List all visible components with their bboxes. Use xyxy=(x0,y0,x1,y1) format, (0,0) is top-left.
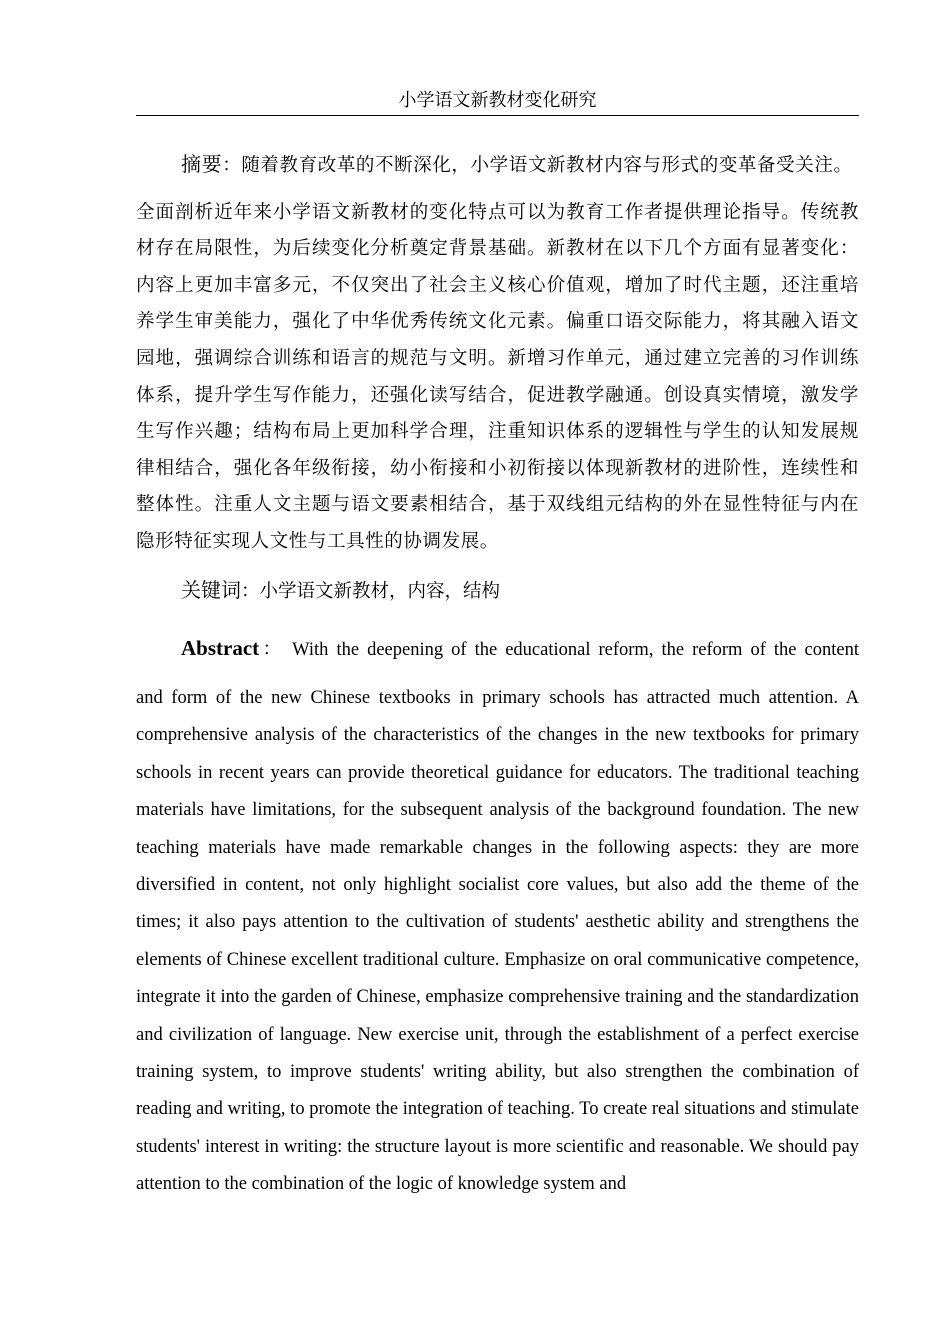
abstract-chinese-separator: ： xyxy=(222,155,242,176)
keywords-separator: ： xyxy=(241,580,260,602)
abstract-chinese-first-line xyxy=(136,146,859,185)
abstract-english xyxy=(136,630,859,1204)
abstract-english-body: and form of the new Chinese textbooks in primary schools has attracted much attention. A comprehensive analysis of the characteristics of the changes in the new textbooks for primary schools in recent years can provide theoretical guidance for educators. The traditional teaching materials have limitations, for the subsequent analysis of the background foundation. The new teaching materials have made remarkable changes in the following aspects: they are more diversified in content, not only highlight socialist core values, but also add the theme of the times; it also pays attention to the cultivation of students' aesthetic ability and strengthens the elements of Chinese excellent traditional culture. Emphasize on oral communicative competence, integrate it into the garden of Chinese, emphasize comprehensive training and the standardization and civilization of language. New exercise unit, through the establishment of a perfect exercise training system, to improve students' writing ability, but also strengthen the combination of reading and writing, to promote the integration of teaching. To create real situations and stimulate students' interest in writing: the structure layout is more scientific and reasonable. We should pay attention to the combination of the logic of knowledge system and xyxy=(136,687,859,1195)
keywords-chinese xyxy=(136,572,859,610)
abstract-english-label: Abstract xyxy=(181,635,260,660)
document-page xyxy=(136,88,859,1204)
running-title: 小学语文新教材变化研究 xyxy=(398,90,597,111)
abstract-chinese-lead: 随着教育改革的不断深化，小学语文新教材内容与形式的变革备受关注。 xyxy=(241,155,853,176)
running-header xyxy=(136,88,859,116)
abstract-english-lead: With the deepening of the educational reform, the reform of the content xyxy=(292,639,859,660)
abstract-chinese-label: 摘要 xyxy=(181,152,223,176)
abstract-english-separator: ： xyxy=(259,639,285,660)
keywords-text: 小学语文新教材，内容，结构 xyxy=(259,580,501,602)
keywords-label: 关键词 xyxy=(181,577,241,602)
abstract-chinese xyxy=(136,146,859,561)
abstract-chinese-body: 全面剖析近年来小学语文新教材的变化特点可以为教育工作者提供理论指导。传统教材存在局限性，为后续变化分析奠定背景基础。新教材在以下几个方面有显著变化：内容上更加丰富多元，不仅突出了社会主义核心价值观，增加了时代主题，还注重培养学生审美能力，强化了中华优秀传统文化元素。偏重口语交际能力，将其融入语文园地，强调综合训练和语言的规范与文明。新增习作单元，通过建立完善的习作训练体系，提升学生写作能力，还强化读写结合，促进教学融通。创设真实情境，激发学生写作兴趣；结构布局上更加科学合理，注重知识体系的逻辑性与学生的认知发展规律相结合，强化各年级衔接，幼小衔接和小初衔接以体现新教材的进阶性，连续性和整体性。注重人文主题与语文要素相结合，基于双线组元结构的外在显性特征与内在隐形特征实现人文性与工具性的协调发展。 xyxy=(136,201,859,552)
abstract-english-first-line xyxy=(136,630,859,669)
